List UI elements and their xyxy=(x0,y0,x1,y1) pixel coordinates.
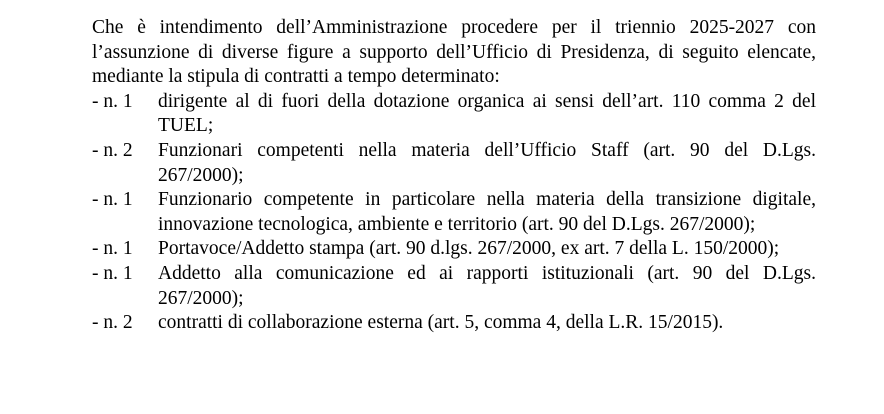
list-item xyxy=(92,262,816,311)
list-item-text: Funzionari competenti nella materia dell’Ufficio Staff (art. 90 del D.Lgs. 267/2000); xyxy=(158,139,816,186)
list-item-marker: - n. 1 xyxy=(92,238,133,260)
intro-paragraph: Che è intendimento dell’Amministrazione procedere per il triennio 2025-2027 con l’assunzione di diverse figure a supporto dell’Ufficio di Presidenza, di seguito elencate, mediante la stipula di contratti a tempo determinato: xyxy=(92,17,816,88)
list-item xyxy=(92,90,816,139)
list-item-marker: - n. 1 xyxy=(92,262,133,284)
list-item-marker: - n. 2 xyxy=(92,312,133,334)
positions-list xyxy=(92,90,816,336)
list-item-text: dirigente al di fuori della dotazione organica ai sensi dell’art. 110 comma 2 del TUEL; xyxy=(158,90,816,137)
list-item xyxy=(92,311,816,336)
list-item-text: contratti di collaborazione esterna (art. 5, comma 4, della L.R. 15/2015). xyxy=(158,312,724,334)
document-body xyxy=(92,16,816,336)
list-item-marker: - n. 1 xyxy=(92,189,133,211)
list-item-marker: - n. 1 xyxy=(92,90,133,112)
list-item xyxy=(92,139,816,188)
list-item-text: Addetto alla comunicazione ed ai rapporti istituzionali (art. 90 del D.Lgs. 267/2000); xyxy=(158,262,816,309)
list-item xyxy=(92,188,816,237)
list-item-text: Portavoce/Addetto stampa (art. 90 d.lgs. 267/2000, ex art. 7 della L. 150/2000); xyxy=(158,238,780,260)
list-item-marker: - n. 2 xyxy=(92,139,133,161)
list-item xyxy=(92,237,816,262)
list-item-text: Funzionario competente in particolare nella materia della transizione digitale, innovazione tecnologica, ambiente e territorio (art. 90 del D.Lgs. 267/2000); xyxy=(158,189,816,235)
